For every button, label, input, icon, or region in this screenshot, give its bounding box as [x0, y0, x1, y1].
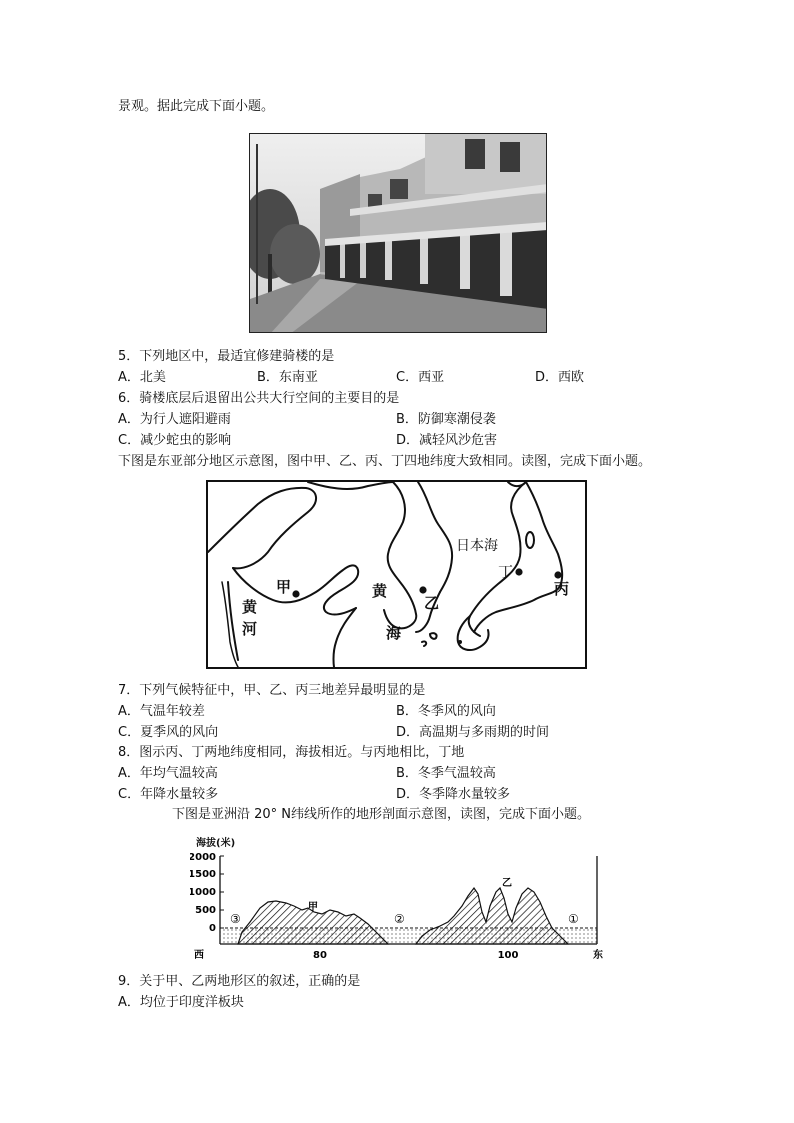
q7-option-d[interactable]: D．高温期与多雨期的时间 [396, 725, 550, 740]
qilou-street-photo [249, 133, 547, 333]
profile-marker-1: ① [568, 912, 579, 926]
terrain-profile-figure [190, 836, 610, 964]
map-label-sea-of-japan: 日本海 [456, 538, 498, 554]
q8-stem: 8．图示丙、丁两地纬度相同，海拔相近。与丙地相比，丁地 [118, 745, 465, 760]
map-label-yellow-sea-2: 海 [386, 624, 402, 642]
terrain-profile-drawing [190, 836, 610, 964]
profile-x-tick-100: 100 [497, 950, 519, 961]
profile-y-tick-500: 500 [195, 905, 216, 916]
profile-marker-3: ③ [230, 912, 241, 926]
map-label-yi: 乙 [424, 594, 440, 612]
q5-stem: 5．下列地区中，最适宜修建骑楼的是 [118, 349, 335, 364]
qilou-photo-drawing [250, 134, 547, 333]
profile-y-tick-1500: 1500 [190, 869, 216, 880]
map-label-ding: 丁 [498, 563, 514, 581]
q8-option-d[interactable]: D．冬季降水量较多 [396, 787, 511, 802]
q6-stem: 6．骑楼底层后退留出公共大行空间的主要目的是 [118, 391, 400, 406]
q6-option-c[interactable]: C．减少蛇虫的影响 [118, 433, 232, 448]
q8-option-b[interactable]: B．冬季气温较高 [396, 766, 496, 781]
map-label-huanghe-2: 河 [242, 620, 258, 638]
profile-marker-2: ② [394, 912, 405, 926]
profile-label-jia: 甲 [308, 902, 318, 913]
profile-intro-text: 下图是亚洲沿 20° N纬线所作的地形剖面示意图，读图，完成下面小题。 [172, 807, 591, 822]
intro-text: 景观。据此完成下面小题。 [118, 99, 275, 114]
q6-option-d[interactable]: D．减轻风沙危害 [396, 433, 498, 448]
q7-option-c[interactable]: C．夏季风的风向 [118, 725, 219, 740]
profile-x-tick-80: 80 [313, 950, 327, 961]
map-label-bing: 丙 [554, 580, 570, 598]
profile-west-label: 西 [194, 950, 204, 961]
q5-option-d[interactable]: D．西欧 [535, 370, 585, 385]
q9-option-a[interactable]: A．均位于印度洋板块 [118, 995, 244, 1010]
profile-label-yi: 乙 [502, 878, 512, 889]
q6-option-a[interactable]: A．为行人遮阳避雨 [118, 412, 231, 427]
east-asia-map-drawing [208, 482, 585, 667]
east-asia-map [206, 480, 587, 669]
map-intro-text: 下图是东亚部分地区示意图，图中甲、乙、丙、丁四地纬度大致相同。读图，完成下面小题。 [118, 454, 652, 469]
q5-option-a[interactable]: A．北美 [118, 370, 166, 385]
map-label-jia: 甲 [276, 578, 292, 596]
q5-option-c[interactable]: C．西亚 [396, 370, 445, 385]
profile-east-label: 东 [593, 950, 603, 961]
q6-option-b[interactable]: B．防御寒潮侵袭 [396, 412, 496, 427]
q9-stem: 9．关于甲、乙两地形区的叙述，正确的是 [118, 974, 361, 989]
profile-y-tick-2000: 2000 [190, 852, 216, 863]
profile-y-tick-1000: 1000 [190, 887, 216, 898]
profile-y-tick-0: 0 [209, 923, 216, 934]
q7-option-a[interactable]: A．气温年较差 [118, 704, 205, 719]
map-label-yellow-sea-1: 黄 [372, 582, 388, 600]
profile-y-axis-title: 海拔(米) [196, 838, 236, 849]
q8-option-c[interactable]: C．年降水量较多 [118, 787, 219, 802]
map-label-huanghe-1: 黄 [242, 598, 258, 616]
q8-option-a[interactable]: A．年均气温较高 [118, 766, 218, 781]
q5-option-b[interactable]: B．东南亚 [257, 370, 318, 385]
q7-stem: 7．下列气候特征中，甲、乙、丙三地差异最明显的是 [118, 683, 426, 698]
q7-option-b[interactable]: B．冬季风的风向 [396, 704, 496, 719]
